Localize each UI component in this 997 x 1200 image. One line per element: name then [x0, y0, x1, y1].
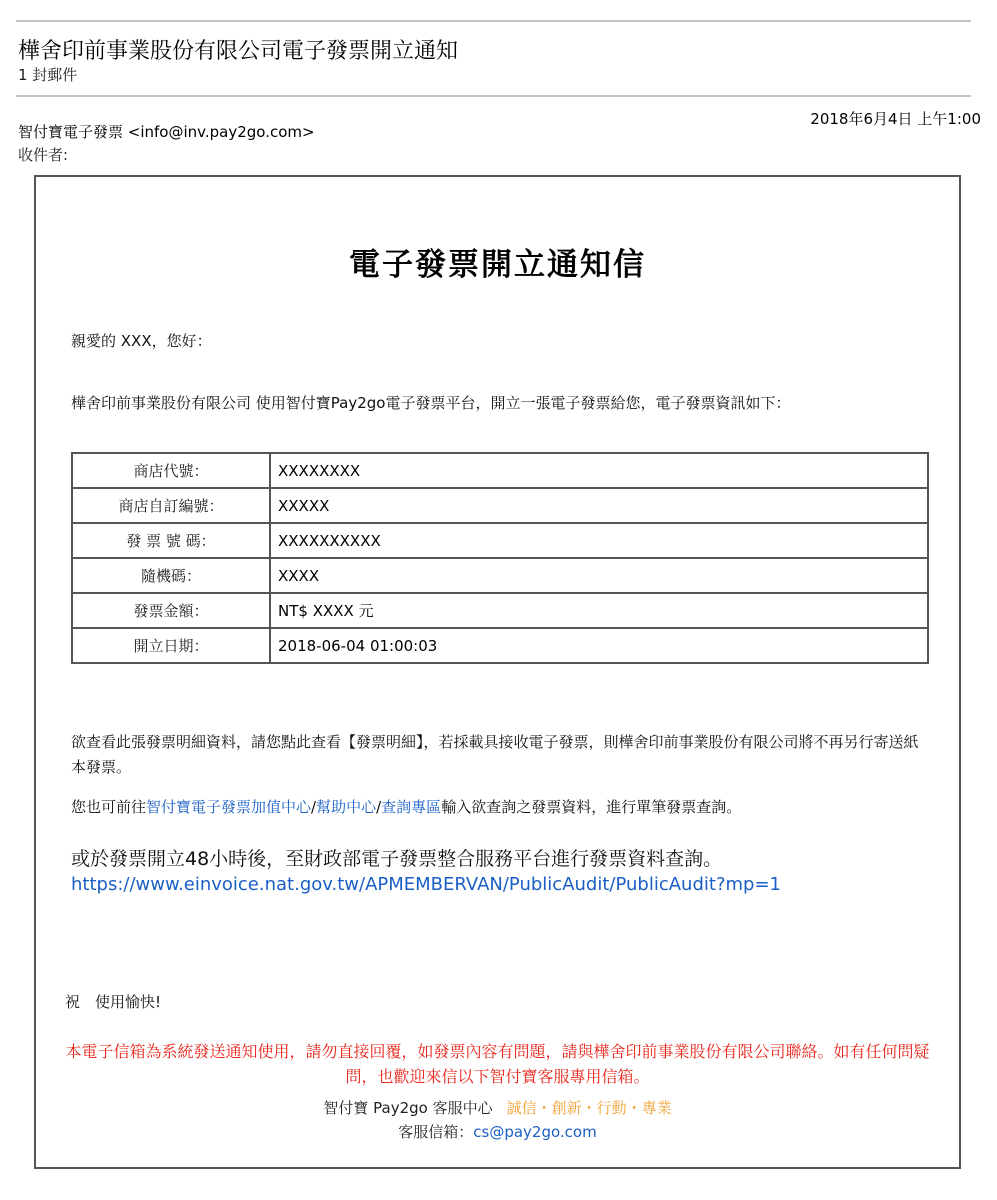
header-divider-top [16, 20, 971, 22]
row-label: 發票金額： [72, 593, 270, 628]
row-label: 發 票 號 碼： [72, 523, 270, 558]
service-mail-line [36, 1121, 959, 1142]
row-value: 2018-06-04 01:00:03 [270, 628, 928, 663]
table-row [72, 453, 928, 488]
table-row [72, 628, 928, 663]
table-row [72, 488, 928, 523]
intro-text: 樺舍印前事業股份有限公司 使用智付寶Pay2go電子發票平台，開立一張電子發票給您，電子發票資訊如下： [71, 394, 791, 412]
row-label: 商店自訂編號： [72, 488, 270, 523]
recipient-label: 收件者: [18, 146, 69, 164]
row-value: XXXXXXXX [270, 453, 928, 488]
invoice-info-table [71, 452, 929, 664]
einvoice-url-link[interactable]: https://www.einvoice.nat.gov.tw/APMEMBERVAN/PublicAudit/PublicAudit?mp=1 [71, 874, 781, 895]
row-value: XXXXXXXXXX [270, 523, 928, 558]
row-value: XXXXX [270, 488, 928, 523]
row-label: 開立日期： [72, 628, 270, 663]
help-center-link[interactable]: 幫助中心 [316, 798, 377, 816]
header-divider-bottom [16, 95, 971, 97]
service-center-label: 智付寶 Pay2go 客服中心 [323, 1099, 493, 1117]
query-zone-link[interactable]: 查詢專區 [381, 798, 442, 816]
after-48h-text: 或於發票開立48小時後，至財政部電子發票整合服務平台進行發票資料查詢。 [71, 848, 723, 870]
query-paragraph: 您也可前往智付寶電子發票加值中心/幫助中心/查詢專區輸入欲查詢之發票資料，進行單筆發票查詢。 [71, 798, 742, 816]
row-label: 商店代號： [72, 453, 270, 488]
query-prefix: 您也可前往 [71, 798, 147, 816]
body-title: 電子發票開立通知信 [349, 247, 646, 283]
row-label: 隨機碼： [72, 558, 270, 593]
sender[interactable]: 智付寶電子發票 <info@inv.pay2go.com> [18, 123, 315, 141]
email-body-frame [34, 175, 961, 1169]
table-row [72, 558, 928, 593]
row-value: NT$ XXXX 元 [270, 593, 928, 628]
system-notice: 本電子信箱為系統發送通知使用，請勿直接回覆，如發票內容有問題，請與樺舍印前事業股份有限公司聯絡。如有任何問疑問，也歡迎來信以下智付寶客服專用信箱。 [65, 1042, 930, 1086]
table-row [72, 523, 928, 558]
detail-text: 欲查看此張發票明細資料，請您點此查看【發票明細】，若採載具接收電子發票，則樺舍印前事業股份有限公司將不再另行寄送紙本發票。 [71, 733, 919, 776]
message-count: 1 封郵件 [18, 66, 78, 84]
table-row [72, 593, 928, 628]
closing-wish: 祝 使用愉快! [65, 993, 162, 1011]
service-line [36, 1097, 959, 1118]
greeting: 親愛的 XXX，您好： [71, 332, 212, 350]
service-mail-link[interactable]: cs@pay2go.com [473, 1123, 597, 1141]
email-subject: 樺舍印前事業股份有限公司電子發票開立通知 [18, 39, 459, 64]
service-mail-label: 客服信箱： [398, 1123, 474, 1141]
value-center-link[interactable]: 智付寶電子發票加值中心 [146, 798, 312, 816]
sent-date: 2018年6月4日 上午1:00 [810, 110, 981, 128]
row-value: XXXX [270, 558, 928, 593]
query-suffix: 輸入欲查詢之發票資料，進行單筆發票查詢。 [441, 798, 742, 816]
slogan: 誠信・創新・行動・專業 [506, 1099, 672, 1117]
